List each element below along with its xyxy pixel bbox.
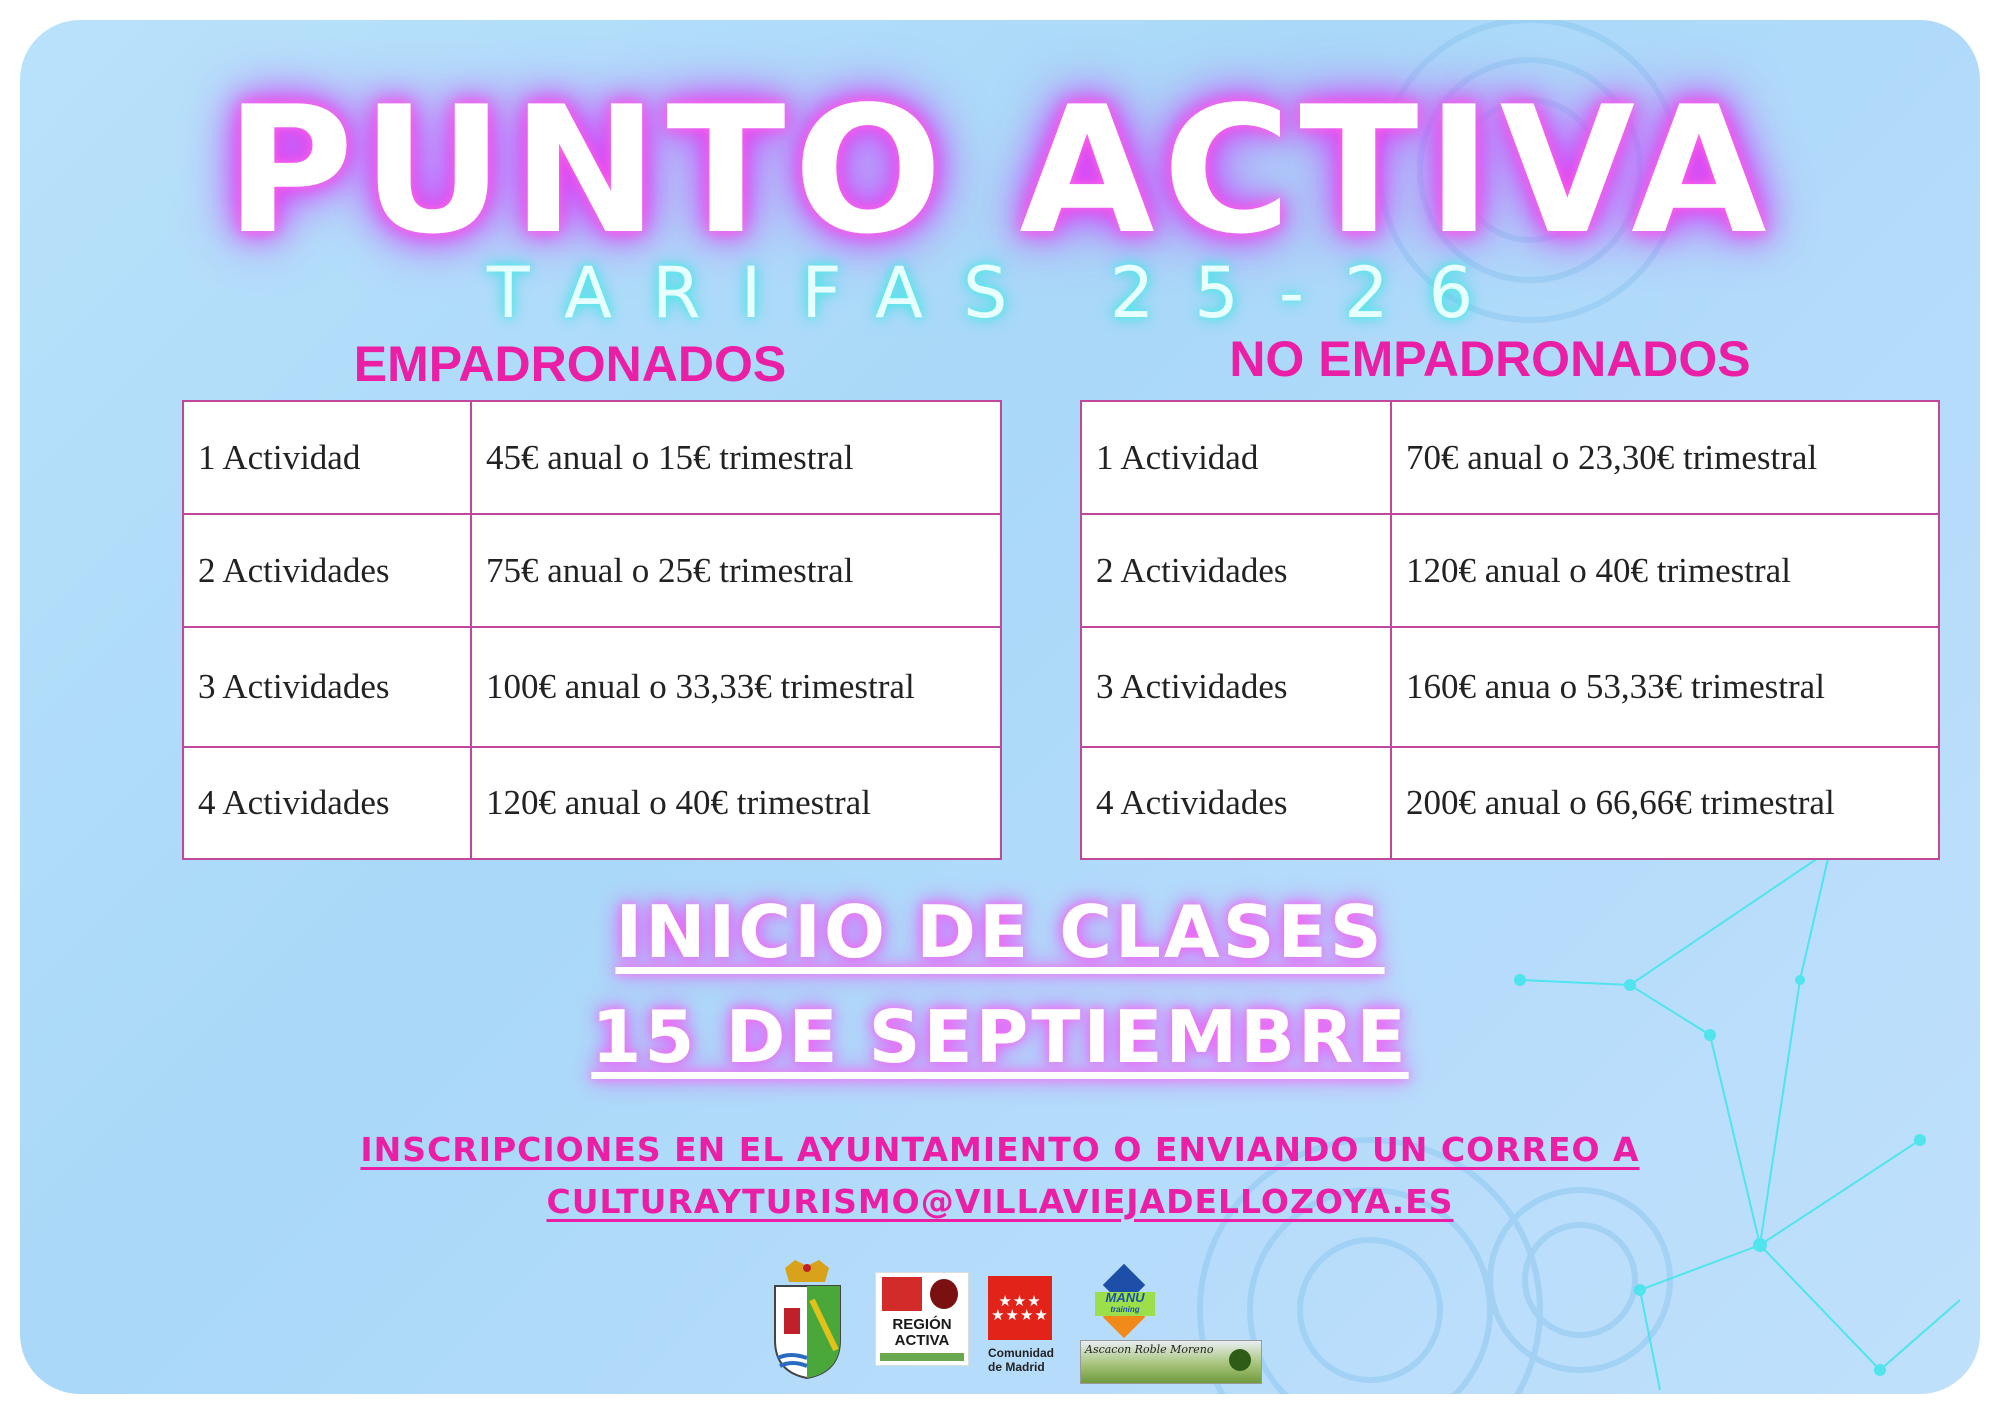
table-row [1081, 514, 1939, 627]
start-classes-line: INICIO DE CLASES [615, 890, 1385, 974]
activity-count-cell: 4 Actividades [183, 747, 471, 859]
inscriptions-email[interactable]: CULTURAYTURISMO@VILLAVIEJADELLOZOYA.ES [546, 1182, 1454, 1221]
region-activa-logo: MADRID REGIÓN ACTIVA [875, 1272, 969, 1366]
empadronados-table [182, 400, 1002, 860]
activity-count-cell: 1 Actividad [1081, 401, 1391, 514]
poster-title: PUNTO ACTIVA [225, 70, 1775, 273]
price-cell: 120€ anual o 40€ trimestral [1391, 514, 1939, 627]
price-cell: 120€ anual o 40€ trimestral [471, 747, 1001, 859]
manu-training-logo: MANU training [1095, 1270, 1155, 1340]
table-row [1081, 627, 1939, 747]
activity-count-cell: 1 Actividad [183, 401, 471, 514]
inscriptions-text: INSCRIPCIONES EN EL AYUNTAMIENTO O ENVIANDO UN CORREO A [360, 1130, 1640, 1169]
poster-card [20, 20, 1980, 1394]
activity-count-cell: 2 Actividades [1081, 514, 1391, 627]
table-row [183, 401, 1001, 514]
table-row [1081, 747, 1939, 859]
activity-count-cell: 2 Actividades [183, 514, 471, 627]
price-cell: 45€ anual o 15€ trimestral [471, 401, 1001, 514]
poster-subtitle: TARIFAS 25-26 [486, 252, 1514, 334]
no-empadronados-table [1080, 400, 1940, 860]
no-empadronados-heading: NO EMPADRONADOS [1229, 331, 1751, 387]
table-row [183, 747, 1001, 859]
activity-count-cell: 3 Actividades [183, 627, 471, 747]
activity-count-cell: 3 Actividades [1081, 627, 1391, 747]
start-date-line: 15 DE SEPTIEMBRE [591, 995, 1409, 1079]
activity-count-cell: 4 Actividades [1081, 747, 1391, 859]
price-cell: 160€ anua o 53,33€ trimestral [1391, 627, 1939, 747]
price-cell: 75€ anual o 25€ trimestral [471, 514, 1001, 627]
table-row [183, 514, 1001, 627]
price-cell: 200€ anual o 66,66€ trimestral [1391, 747, 1939, 859]
table-row [1081, 401, 1939, 514]
empadronados-heading: EMPADRONADOS [353, 336, 787, 392]
price-cell: 70€ anual o 23,30€ trimestral [1391, 401, 1939, 514]
town-coat-of-arms-logo [770, 1260, 845, 1380]
ascacon-roble-moreno-logo: Ascacon Roble Moreno [1080, 1340, 1262, 1384]
comunidad-de-madrid-logo: ★★★ ★★★★ Comunidad de Madrid [988, 1276, 1056, 1386]
price-cell: 100€ anual o 33,33€ trimestral [471, 627, 1001, 747]
table-row [183, 627, 1001, 747]
